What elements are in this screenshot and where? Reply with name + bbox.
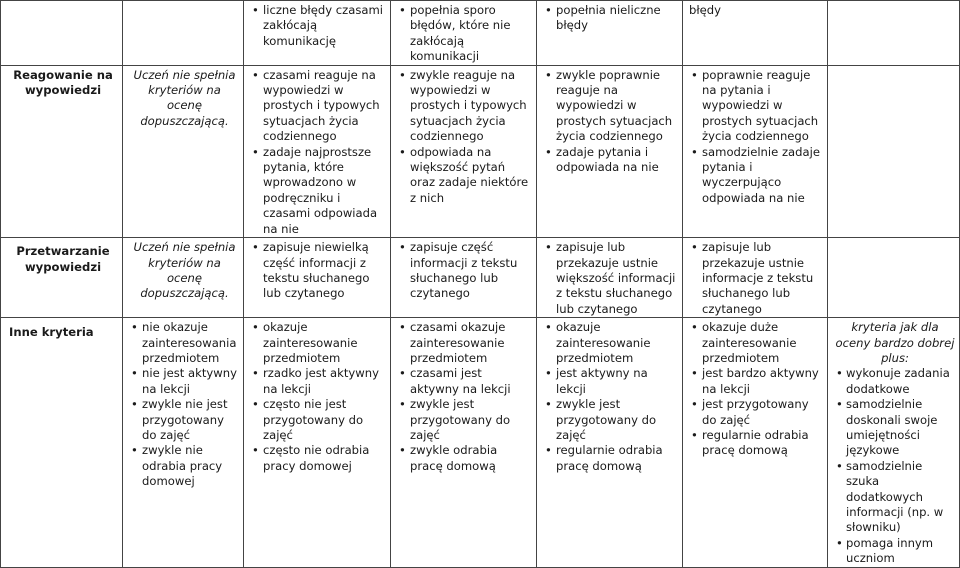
- list-item: • regularnie odrabia pracę domową: [543, 443, 679, 474]
- list-item: • wykonuje zadania dodatkowe: [834, 366, 956, 397]
- list-item: • okazuje zainteresowanie przedmiotem: [250, 320, 387, 366]
- list-item: • często nie odrabia pracy domowej: [250, 443, 387, 474]
- list-item: • jest aktywny na lekcji: [543, 366, 679, 397]
- list-item: • czasami jest aktywny na lekcji: [397, 366, 533, 397]
- list-item: • zwykle nie odrabia pracy domowej: [129, 443, 240, 489]
- list-item: • zwykle jest przygotowany do zajęć: [543, 397, 679, 443]
- list-item: • liczne błędy czasami zakłócają komunikację: [250, 3, 387, 49]
- list-item: • jest przygotowany do zajęć: [689, 397, 824, 428]
- table-cell: [391, 65, 537, 237]
- bullet-list: [397, 3, 533, 65]
- list-item: • zapisuje część informacji z tekstu słuchanego lub czytanego: [397, 240, 533, 302]
- list-item: • zwykle poprawnie reaguje na wypowiedzi w prostych sytuacjach życia codziennego: [543, 68, 679, 145]
- criterion-label: Przetwarzanie wypowiedzi: [1, 238, 123, 318]
- list-item: • zwykle odrabia pracę domową: [397, 443, 533, 474]
- bullet-list: [543, 68, 679, 176]
- list-item: • czasami reaguje na wypowiedzi w prostych i typowych sytuacjach życia codziennego: [250, 68, 387, 145]
- table-cell: [1, 1, 123, 66]
- list-item: • okazuje duże zainteresowanie przedmiotem: [689, 320, 824, 366]
- list-item: • zadaje najprostsze pytania, które wprowadzono w podręczniku i czasami odpowiada na nie: [250, 145, 387, 237]
- list-item: • zapisuje lub przekazuje ustnie większość informacji z tekstu słuchanego lub czytanego: [543, 240, 679, 317]
- table-cell: [391, 1, 537, 66]
- criterion-label: Inne kryteria: [1, 318, 123, 568]
- table-cell: [828, 1, 960, 66]
- table-cell: [828, 318, 960, 568]
- list-item: • samodzielnie szuka dodatkowych informacji (np. w słowniku): [834, 459, 956, 536]
- bullet-list: [834, 366, 956, 566]
- list-item: • popełnia nieliczne błędy: [543, 3, 679, 34]
- list-item: • samodzielnie doskonali swoje umiejętności językowe: [834, 397, 956, 459]
- table-cell: [828, 65, 960, 237]
- table-cell: [537, 238, 683, 318]
- bullet-list: [689, 68, 824, 207]
- table-cell: [391, 238, 537, 318]
- list-item: • jest bardzo aktywny na lekcji: [689, 366, 824, 397]
- bullet-list: [250, 68, 387, 237]
- bullet-list: [543, 3, 679, 34]
- list-item: • pomaga innym uczniom: [834, 536, 956, 567]
- list-item: • zwykle nie jest przygotowany do zajęć: [129, 397, 240, 443]
- table-cell: [391, 318, 537, 568]
- list-item: • regularnie odrabia pracę domową: [689, 428, 824, 459]
- list-item: • poprawnie reaguje na pytania i wypowiedzi w prostych sytuacjach życia codziennego: [689, 68, 824, 145]
- bullet-list: [689, 320, 824, 459]
- list-item: • zapisuje niewielką część informacji z tekstu słuchanego lub czytanego: [250, 240, 387, 302]
- list-item: • często nie jest przygotowany do zajęć: [250, 397, 387, 443]
- table-cell: [244, 238, 391, 318]
- list-item: • czasami okazuje zainteresowanie przedmiotem: [397, 320, 533, 366]
- table-row: [1, 1, 960, 66]
- bullet-list: [250, 240, 387, 302]
- table-cell: [123, 318, 244, 568]
- list-item: • zwykle jest przygotowany do zajęć: [397, 397, 533, 443]
- bullet-list: [543, 320, 679, 474]
- list-item: • popełnia sporo błędów, które nie zakłócają komunikacji: [397, 3, 533, 65]
- bullet-list: [129, 320, 240, 489]
- table-cell: [244, 65, 391, 237]
- bullet-list: [543, 240, 679, 317]
- extra-criteria-heading: kryteria jak dla oceny bardzo dobrej plus:: [835, 320, 955, 365]
- list-item: • rzadko jest aktywny na lekcji: [250, 366, 387, 397]
- table-cell: [828, 238, 960, 318]
- table-cell: [244, 1, 391, 66]
- table-cell: [244, 318, 391, 568]
- table-cell: błędy: [683, 1, 828, 66]
- list-item: • okazuje zainteresowanie przedmiotem: [543, 320, 679, 366]
- table-cell: [537, 65, 683, 237]
- bullet-list: [250, 3, 387, 49]
- table-row: [1, 318, 960, 568]
- table-row: [1, 238, 960, 318]
- table-cell: [683, 65, 828, 237]
- list-item: • nie okazuje zainteresowania przedmiotem: [129, 320, 240, 366]
- list-item: • zwykle reaguje na wypowiedzi w prostych i typowych sytuacjach życia codziennego: [397, 68, 533, 145]
- fail-note: Uczeń nie spełnia kryteriów na ocenę dopuszczającą.: [123, 65, 244, 237]
- table-cell: [537, 1, 683, 66]
- list-item: • zadaje pytania i odpowiada na nie: [543, 145, 679, 176]
- table-cell: [123, 1, 244, 66]
- table-cell: [537, 318, 683, 568]
- bullet-list: [397, 240, 533, 302]
- list-item: • nie jest aktywny na lekcji: [129, 366, 240, 397]
- table-cell: [683, 238, 828, 318]
- bullet-list: [250, 320, 387, 474]
- table-row: [1, 65, 960, 237]
- bullet-list: [397, 68, 533, 207]
- list-item: • samodzielnie zadaje pytania i wyczerpująco odpowiada na nie: [689, 145, 824, 207]
- list-item: • odpowiada na większość pytań oraz zadaje niektóre z nich: [397, 145, 533, 207]
- fail-note: Uczeń nie spełnia kryteriów na ocenę dopuszczającą.: [123, 238, 244, 318]
- table-cell: [683, 318, 828, 568]
- list-item: • zapisuje lub przekazuje ustnie informacje z tekstu słuchanego lub czytanego: [689, 240, 824, 317]
- bullet-list: [689, 240, 824, 317]
- criterion-label: Reagowanie na wypowiedzi: [1, 65, 123, 237]
- bullet-list: [397, 320, 533, 474]
